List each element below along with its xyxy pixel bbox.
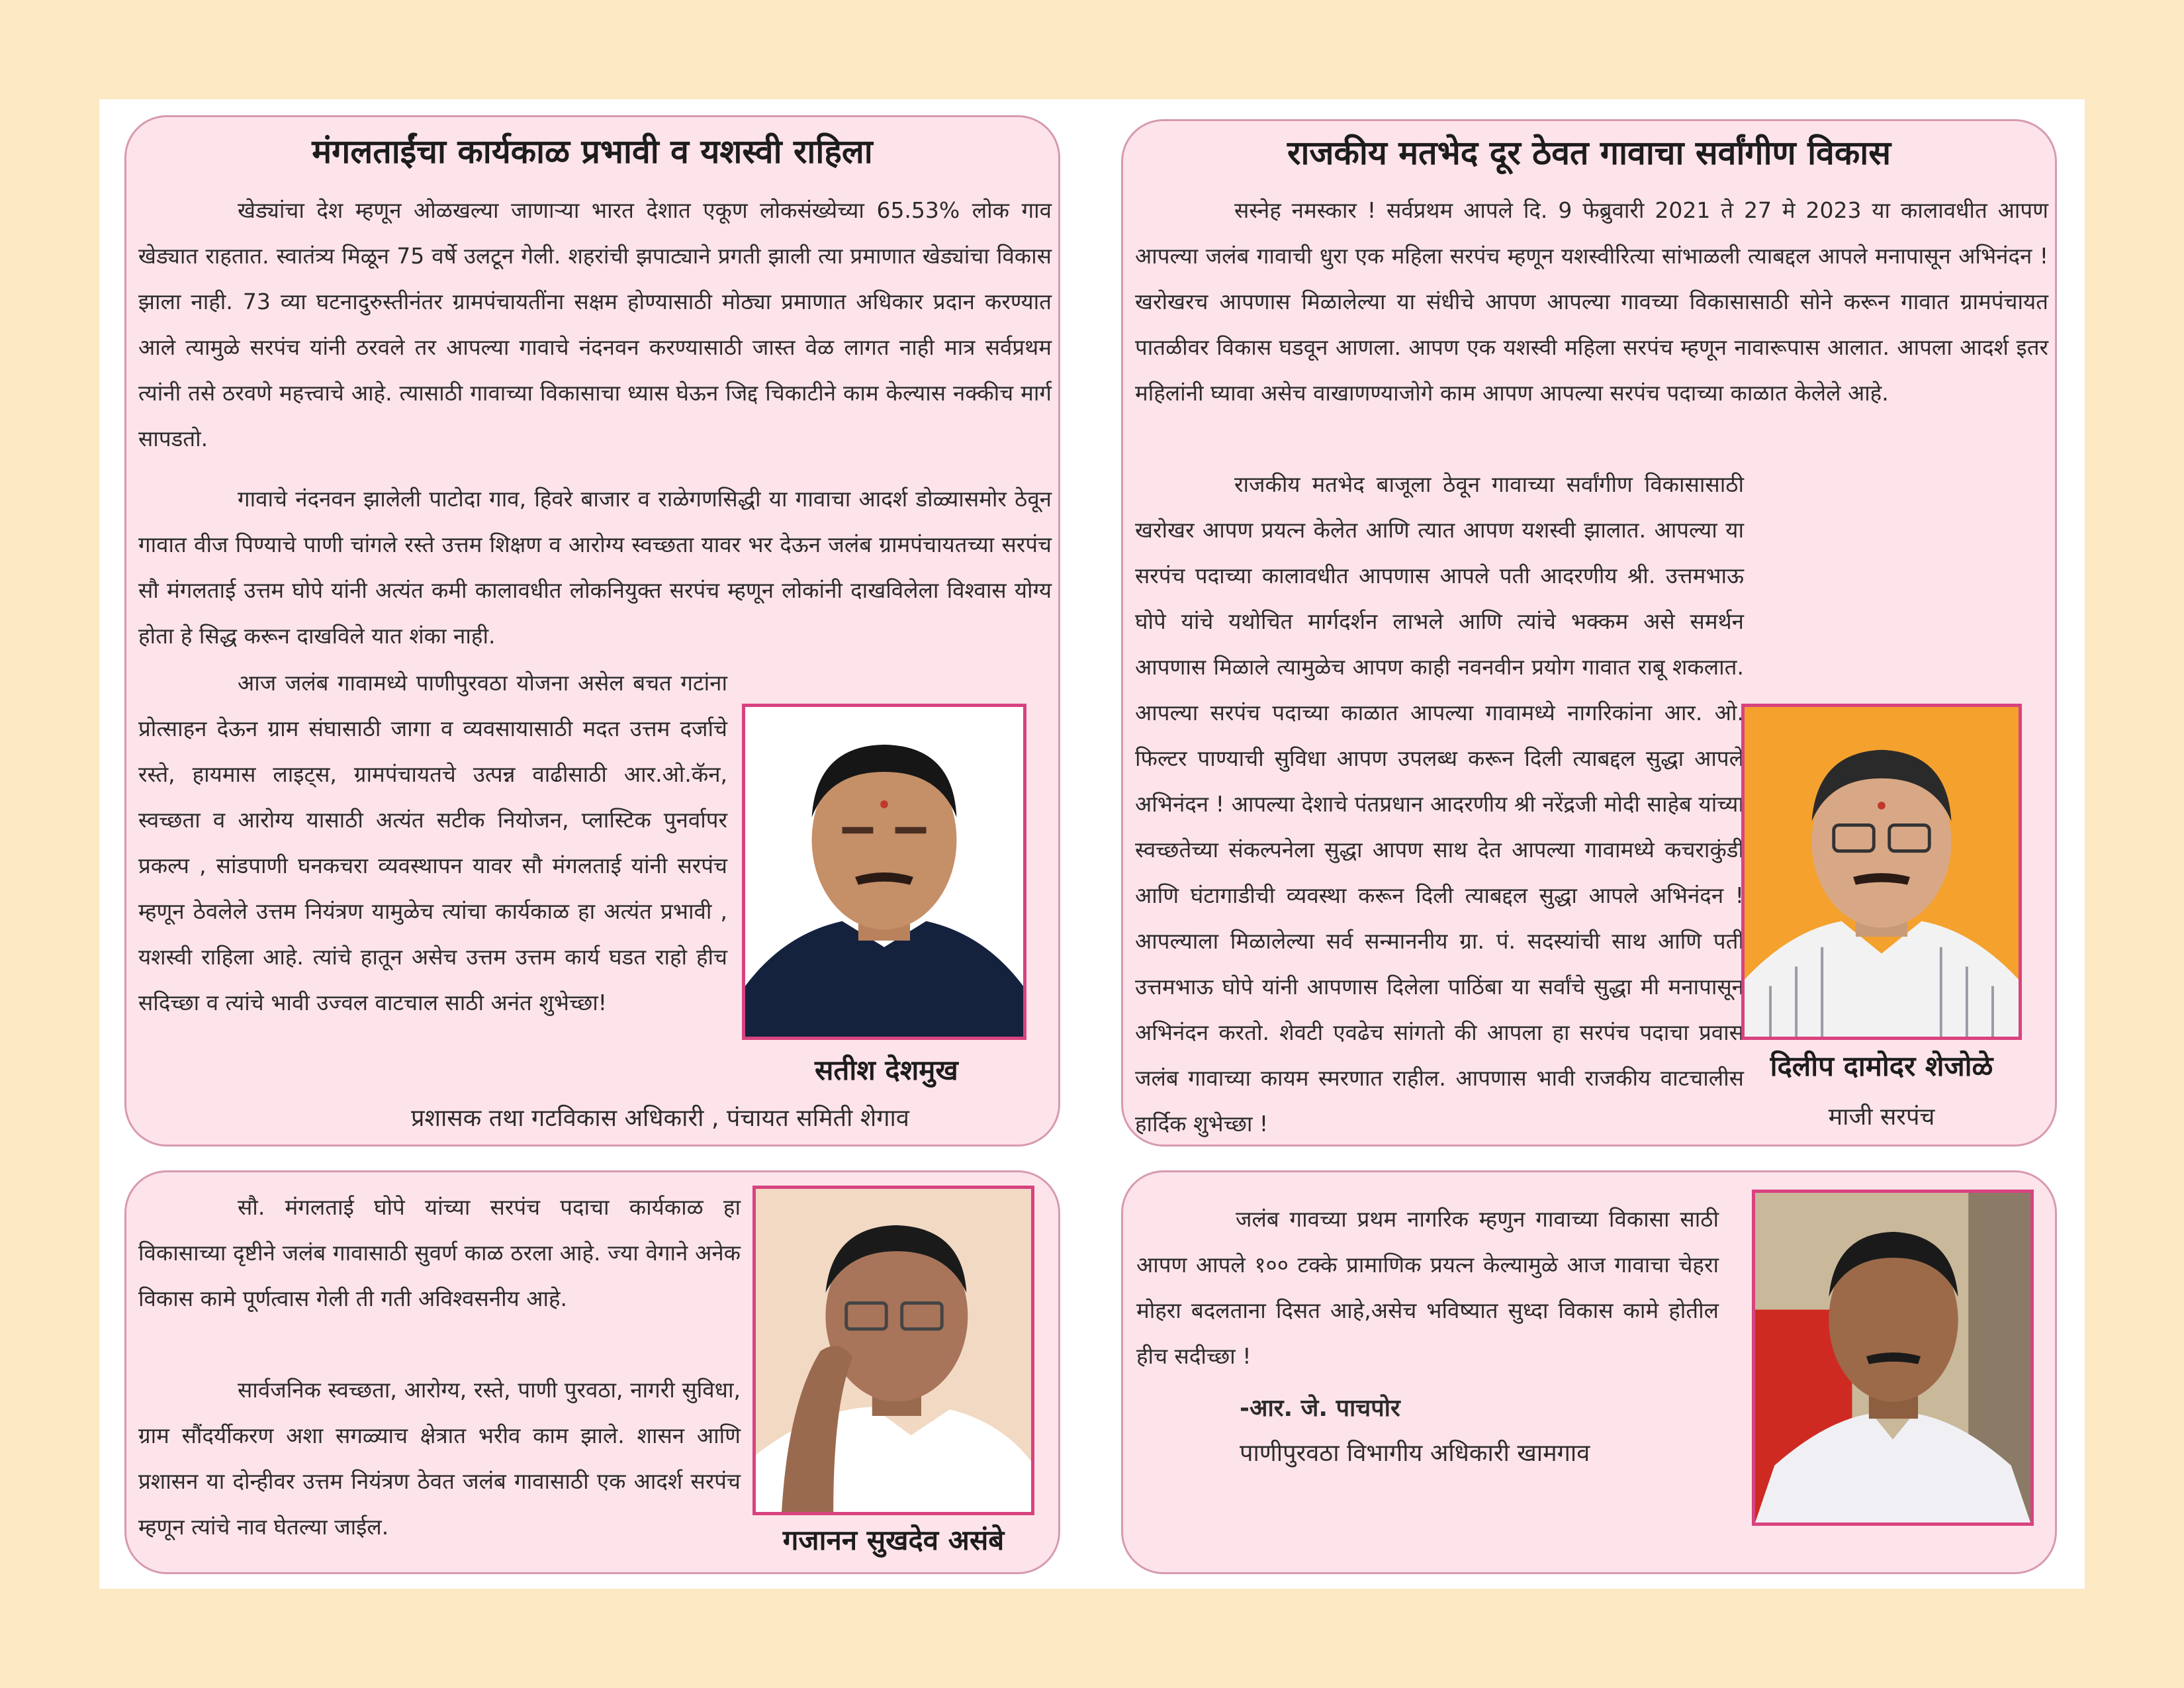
paragraph: आज जलंब गावामध्ये पाणीपुरवठा योजना असेल बचत गटांना प्रोत्साहन देऊन ग्राम संघासाठी जागा व व्यवसायासाठी मदत उत्तम दर्जाचे रस्ते, हायमास लाइट्स, ग्रामपंचायतचे उत्पन्न वाढीसाठी आर.ओ.कॅन, स्वच्छता व आरोग्य यासाठी अत्यंत सटीक नियोजन, प्लास्टिक पुनर्वापर प्रकल्प , सांडपाणी घनकचरा व्यवस्थापन यावर सौ मंगलताई यांनी सरपंच म्हणून ठेवलेले उत्तम नियंत्रण यामुळेच त्यांचा कार्यकाळ हा अत्यंत प्रभावी , यशस्वी राहिला आहे. त्यांचे हातून असेच उत्तम उत्तम कार्य घडत राहो हीच सदिच्छा व त्यांचे भावी उज्वल वाटचाल साठी अनंत शुभेच्छा! xyxy=(138,670,727,1015)
panel-title: मंगलताईंचा कार्यकाळ प्रभावी व यशस्वी राहिला xyxy=(312,132,873,171)
panel-dilip-shejole xyxy=(1121,119,2057,1147)
author-role: पाणीपुरवठा विभागीय अधिकारी खामगाव xyxy=(1240,1440,1590,1467)
paragraph: जलंब गावच्या प्रथम नागरिक म्हणुन गावाच्या विकासा साठी आपण आपले १०० टक्के प्रामाणिक प्रयत्न केल्यामुळे आज गावाचा चेहरा मोहरा बदलताना दिसत आहे,असेच भविष्यात सुध्दा विकास कामे होतील हीच सदीच्छा ! xyxy=(1136,1206,1719,1369)
author-role: माजी सरपंच xyxy=(1828,1103,1935,1131)
portrait-photo xyxy=(742,704,1026,1040)
paragraph: सस्नेह नमस्कार ! सर्वप्रथम आपले दि. 9 फेब्रुवारी 2021 ते 27 मे 2023 या कालावधीत आपण आपल्या जलंब गावाची धुरा एक महिला सरपंच म्हणून यशस्वीरित्या सांभाळली त्याबद्दल आपले मनापासून अभिनंदन ! खरोखरच आपणास मिळालेल्या या संधीचे आपण आपल्या गावच्या विकासासाठी सोने करून गावात ग्रामपंचायत पातळीवर विकास घडवून आणला. आपण एक यशस्वी महिला सरपंच म्हणून नावारूपास आलात. आपला आदर्श इतर महिलांनी घ्यावा असेच वाखाणण्याजोगे काम आपण आपल्या सरपंच पदाच्या काळात केलेले आहे. xyxy=(1135,197,2048,406)
paragraph: सौ. मंगलताई घोपे यांच्या सरपंच पदाचा कार्यकाळ हा विकासाच्या दृष्टीने जलंब गावासाठी सुवर्ण काळ ठरला आहे. ज्या वेगाने अनेक विकास कामे पूर्णत्वास गेली ती गती अविश्वसनीय आहे. xyxy=(138,1194,741,1311)
portrait-photo xyxy=(752,1186,1034,1515)
man-portrait-icon xyxy=(745,707,1023,1037)
author-name: सतीश देशमुख xyxy=(815,1054,958,1086)
author-name: -आर. जे. पाचपोर xyxy=(1240,1395,1400,1422)
paragraph: गावाचे नंदनवन झालेली पाटोदा गाव, हिवरे बाजार व राळेगणसिद्धी या गावाचा आदर्श डोळ्यासमोर ठेवून गावात वीज पिण्याचे पाणी चांगले रस्ते उत्तम शिक्षण व आरोग्य स्वच्छता यावर भर देऊन जलंब ग्रामपंचायतच्या सरपंच सौ मंगलताई उत्तम घोपे यांनी अत्यंत कमी कालावधीत लोकनियुक्त सरपंच म्हणून लोकांनी दाखविलेला विश्वास योग्य होता हे सिद्ध करून दाखविले यात शंका नाही. xyxy=(138,486,1052,649)
panel-title: राजकीय मतभेद दूर ठेवत गावाचा सर्वांगीण विकास xyxy=(1287,134,1891,172)
panel-satish-deshmukh xyxy=(124,115,1060,1147)
paragraph: खेड्यांचा देश म्हणून ओळखल्या जाणाऱ्या भारत देशात एकूण लोकसंख्येच्या 65.53% लोक गाव खेड्यात राहतात. स्वातंत्र्य मिळून 75 वर्षे उलटून गेली. शहरांची झपाट्याने प्रगती झाली त्या प्रमाणात खेड्यांचा विकास झाला नाही. 73 व्या घटनादुरुस्तीनंतर ग्रामपंचायतींना सक्षम होण्यासाठी मोठ्या प्रमाणात अधिकार प्रदान करण्यात आले त्यामुळे सरपंच यांनी ठरवले तर आपल्या गावाचे नंदनवन करण्यासाठी जास्त वेळ लागत नाही मात्र सर्वप्रथम त्यांनी तसे ठरवणे महत्त्वाचे आहे. त्यासाठी गावाच्या विकासाचा ध्यास घेऊन जिद्द चिकाटीने काम केल्यास नक्कीच मार्ग सापडतो. xyxy=(138,197,1052,451)
panel-r-j-pachpor xyxy=(1121,1170,2057,1574)
author-role: प्रशासक तथा गटविकास अधिकारी , पंचायत समिती शेगाव xyxy=(411,1105,909,1132)
man-portrait-icon xyxy=(1755,1193,2030,1523)
author-name: दिलीप दामोदर शेजोळे xyxy=(1770,1050,1993,1082)
paragraph: सार्वजनिक स्वच्छता, आरोग्य, रस्ते, पाणी पुरवठा, नागरी सुविधा, ग्राम सौंदर्यीकरण अशा सगळ्याच क्षेत्रात भरीव काम झाले. शासन आणि प्रशासन या दोन्हीवर उत्तम नियंत्रण ठेवत जलंब गावासाठी एक आदर्श सरपंच म्हणून त्यांचे नाव घेतल्या जाईल. xyxy=(138,1377,741,1540)
paragraph: राजकीय मतभेद बाजूला ठेवून गावाच्या सर्वांगीण विकासासाठी खरोखर आपण प्रयत्न केलेत आणि त्यात आपण यशस्वी झालात. आपल्या या सरपंच पदाच्या कालावधीत आपणास आपले पती आदरणीय श्री. उत्तमभाऊ घोपे यांचे यथोचित मार्गदर्शन लाभले आणि त्यांचे भक्कम असे समर्थन आपणास मिळाले त्यामुळेच आपण काही नवनवीन प्रयोग गावात राबू शकलात. आपल्या सरपंच पदाच्या काळात आपल्या गावामध्ये नागरिकांना आर. ओ. फिल्टर पाण्याची सुविधा आपण उपलब्ध करून दिली त्याबद्दल सुद्धा आपले अभिनंदन ! आपल्या देशाचे पंतप्रधान आदरणीय श्री नरेंद्रजी मोदी साहेब यांच्या स्वच्छतेच्या संकल्पनेला सुद्धा आपण साथ देत आपल्या गावामध्ये कचराकुंडी आणि घंटागाडीची व्यवस्था करून दिली त्याबद्दल सुद्धा आपले अभिनंदन !आपल्याला मिळालेल्या सर्व सन्माननीय ग्रा. पं. सदस्यांची साथ आणि पती उत्तमभाऊ घोपे यांनी आपणास दिलेला पाठिंबा या सर्वांचे सुद्धा मी मनापासून अभिनंदन करतो. शेवटी एवढेच सांगतो की आपला हा सरपंच पदाचा प्रवास जलंब गावाच्या कायम स्मरणात राहील. आपणास भावी राजकीय वाटचालीस हार्दिक शुभेच्छा ! xyxy=(1135,471,1744,1137)
man-portrait-icon xyxy=(756,1189,1031,1512)
panel-gajanan-asambe xyxy=(124,1170,1060,1574)
newspaper-page xyxy=(99,99,2085,1589)
author-name: गजानन सुखदेव असंबे xyxy=(782,1524,1005,1556)
portrait-photo xyxy=(1741,704,2022,1040)
portrait-photo xyxy=(1752,1190,2034,1526)
man-portrait-icon xyxy=(1745,707,2019,1037)
